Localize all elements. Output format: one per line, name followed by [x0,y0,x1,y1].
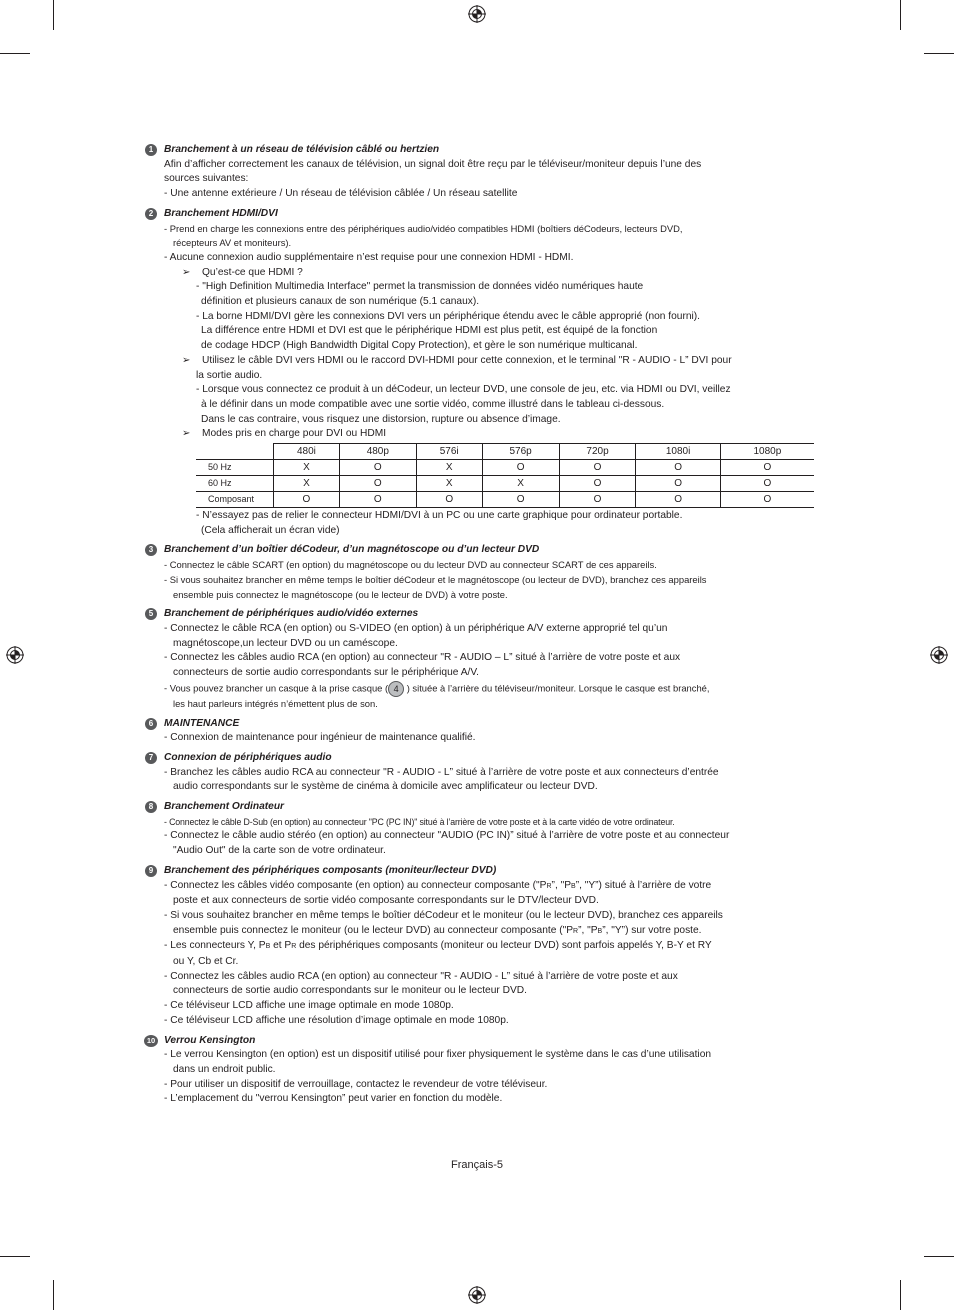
table-row [196,476,814,492]
text-line: La différence entre HDMI et DVI est que le périphérique HDMI est plus petit, est équipé de la fonction [201,325,658,337]
registration-mark-icon [929,645,949,665]
section-hdmi-dvi [145,207,815,539]
text-line: - Aucune connexion audio supplémentaire n’est requise pour une connexion HDMI - HDMI. [164,251,574,263]
subscript: B [265,943,271,951]
text-line: définition et plusieurs canaux de son numérique (5.1 canaux). [201,296,480,308]
text-line: - Connectez les câbles vidéo composante (en option) au connecteur composante ("P [164,879,547,891]
table-cell: O [339,492,416,508]
table-header-cell: 480p [339,444,416,460]
text-line: (Cela afficherait un écran vide) [201,524,340,536]
section-computer [145,800,815,859]
text-line: - Connectez le câble SCART (en option) du magnétoscope ou du lecteur DVD au connecteur SCART de ces appareils. [164,559,657,571]
section-number: 5 [145,608,157,620]
text-line: - Connexion de maintenance pour ingénieur de maintenance qualifié. [164,732,476,744]
table-cell: O [720,460,814,476]
text-line: - Connectez les câbles audio RCA (en option) au connecteur "R - AUDIO – L” situé à l’arrière de votre poste et aux [164,652,681,664]
text-line: - "High Definition Multimedia Interface" permet la transmission de données vidéo numériques haute [196,281,644,293]
table-cell: O [274,492,340,508]
text-line: - N’essayez pas de relier le connecteur HDMI/DVI à un PC ou une carte graphique pour ordinateur portable. [196,510,683,522]
text-line: connecteurs de sortie audio correspondants sur le périphérique A/V. [173,667,480,679]
section-title: Branchement d’un boîtier déCodeur, d’un magnétoscope ou d’un lecteur DVD [164,544,540,556]
table-cell: O [416,492,482,508]
text-line: sources suivantes: [164,173,249,185]
table-row [196,492,814,508]
section-decoder [145,543,815,602]
table-cell: O [339,460,416,476]
section-number: 3 [145,544,157,556]
subscript: B [597,927,603,935]
text-line: audio correspondants sur le système de cinéma à domicile avec amplificateur ou lecteur DVD. [173,781,598,793]
section-number: 1 [145,144,157,156]
text-line: ”, "Y”) situé à l’arrière de votre [575,879,712,891]
table-cell: O [482,460,559,476]
registration-mark-icon [467,4,487,24]
table-cell: X [274,460,340,476]
arrow-icon: ➢ [182,428,191,440]
table-cell: X [482,476,559,492]
subscript: R [291,943,297,951]
text-line: dans un endroit public. [173,1063,276,1075]
text-line: - Branchez les câbles audio RCA au connecteur "R - AUDIO - L” situé à l’arrière de votre poste et aux connecteurs d’entrée [164,766,719,778]
table-cell: X [416,476,482,492]
text-line: - Si vous souhaitez brancher en même temps le boîtier déCodeur et le magnétoscope (ou lecteur de DVD), branchez ces appareils [164,573,707,585]
section-title: Branchement HDMI/DVI [164,207,278,219]
text-line: ou Y, Cb et Cr. [173,956,239,968]
arrow-icon: ➢ [182,354,191,366]
table-row-label: 60 Hz [196,476,274,492]
section-title: Branchement des périphériques composants (moniteur/lecteur DVD) [164,864,497,876]
section-number: 10 [144,1035,158,1047]
text-line: Qu’est-ce que HDMI ? [202,266,303,278]
text-line: magnétoscope,un lecteur DVD ou un caméscope. [173,637,398,649]
text-line: "Audio Out" de la carte son de votre ordinateur. [173,845,386,857]
section-number: 9 [145,865,157,877]
table-cell: X [274,476,340,492]
headphone-jack-number-icon: 4 [388,681,404,697]
table-cell: O [482,492,559,508]
text-line: - Pour utiliser un dispositif de verrouillage, contactez le revendeur de votre téléviseur. [164,1078,548,1090]
text-line: - Le verrou Kensington (en option) est un dispositif utilisé pour fixer physiquement le système dans le cas d’une utilisation [164,1049,712,1061]
table-header-cell: 720p [559,444,636,460]
section-antenna [145,143,815,202]
page-footer: Français-5 [451,1159,503,1171]
table-cell: O [636,476,720,492]
text-line: la sortie audio. [196,369,263,381]
text-line: - Connectez les câbles audio RCA (en option) au connecteur "R - AUDIO - L” situé à l’arrière de votre poste et aux [164,970,678,982]
text-line: - Prend en charge les connexions entre des périphériques audio/vidéo compatibles HDMI (boîtiers déCodeurs, lecteurs DVD, [164,222,683,234]
text-line: récepteurs AV et moniteurs). [173,237,292,249]
table-header-cell: 1080i [636,444,720,460]
text-line: - Connectez le câble D-Sub (en option) au connecteur "PC (PC IN)" situé à l’arrière de votre poste et à la carte vidéo de votre ordinateur. [164,816,675,827]
section-maintenance [145,717,815,746]
manual-content [145,143,815,1112]
section-number: 8 [145,801,157,813]
section-number: 6 [145,718,157,730]
section-number: 2 [145,208,157,220]
registration-mark-icon [5,645,25,665]
text-line: de codage HDCP (High Bandwidth Digital Copy Protection), et gère le son numérique multicanal. [201,340,638,352]
text-line: connecteurs de sortie audio correspondants sur le moniteur ou le lecteur DVD. [173,985,527,997]
arrow-icon: ➢ [182,266,191,278]
text-line: des périphériques composants (moniteur ou lecteur DVD) sont parfois appelés Y, B-Y et RY [296,940,712,952]
table-header-cell: 1080p [720,444,814,460]
text-line: ”, "Y”) sur votre poste. [602,924,702,936]
section-title: MAINTENANCE [164,717,240,729]
text-line: ensemble puis connectez le magnétoscope (ou le lecteur de DVD) à votre poste. [173,588,508,600]
text-line: - Connectez le câble audio stéréo (en option) au connecteur "AUDIO (PC IN)” situé à l’arrière de votre poste et au connecteur [164,830,730,842]
table-row-label: 50 Hz [196,460,274,476]
text-line: Utilisez le câble DVI vers HDMI ou le raccord DVI-HDMI pour cette connexion, et le terminal "R - AUDIO - L” DVI pour [202,354,732,366]
table-header-row [196,444,814,460]
text-line: Dans le cas contraire, vous risquez une distorsion, rupture ou absence d’image. [201,413,561,425]
section-title: Verrou Kensington [164,1034,256,1046]
subscript: R [573,927,579,935]
table-header-cell: 576i [416,444,482,460]
table-cell: O [339,476,416,492]
text-line: - Connectez le câble RCA (en option) ou S-VIDEO (en option) à un périphérique A/V externe approprié tel qu’un [164,622,668,634]
table-header-cell: 480i [274,444,340,460]
text-line: - Les connecteurs Y, P [164,940,266,952]
table-cell: O [559,492,636,508]
subscript: B [571,882,576,890]
text-line: - L’emplacement du "verrou Kensington” peut varier en fonction du modèle. [164,1093,503,1105]
section-component [145,864,815,1029]
text-line: poste et aux connecteurs de sortie vidéo composante correspondants sur le DTV/lecteur DVD. [173,895,599,907]
table-cell: O [720,492,814,508]
table-cell: O [636,492,720,508]
text-line: - Vous pouvez brancher un casque à la prise casque ( [164,682,389,694]
table-cell: X [416,460,482,476]
text-line: à le définir dans un mode compatible avec une sortie vidéo, comme illustré dans le tableau ci-dessous. [201,398,665,410]
table-header-cell: 576p [482,444,559,460]
section-title: Branchement de périphériques audio/vidéo externes [164,608,419,620]
text-line: - Ce téléviseur LCD affiche une résolution d’image optimale en mode 1080p. [164,1014,509,1026]
registration-mark-icon [467,1285,487,1305]
section-title: Connexion de périphériques audio [164,751,332,763]
table-row [196,460,814,476]
subscript: R [546,882,552,890]
section-external-av [145,607,815,711]
text-line: ensemble puis connectez le moniteur (ou le lecteur DVD) au connecteur composante ("P [173,924,574,936]
text-line: - La borne HDMI/DVI gère les connexions DVI vers un périphérique étendu avec le câble approprié (non fourni). [196,310,700,322]
section-title: Branchement à un réseau de télévision câblé ou hertzien [164,144,440,155]
text-line: Modes pris en charge pour DVI ou HDMI [202,428,387,440]
table-cell: O [559,476,636,492]
text-line: et P [270,940,292,952]
section-audio-devices [145,751,815,795]
section-number: 7 [145,752,157,764]
table-cell: O [559,460,636,476]
section-title: Branchement Ordinateur [164,801,285,813]
text-line: ”, "P [578,924,598,936]
text-line: ) située à l’arrière du téléviseur/moniteur. Lorsque le casque est branché, [406,682,710,694]
text-line: ”, "P [551,879,572,891]
text-line: - Ce téléviseur LCD affiche une image optimale en mode 1080p. [164,1000,454,1012]
text-line: Afin d’afficher correctement les canaux de télévision, un signal doit être reçu par le téléviseur/moniteur depuis l’une des [164,158,702,170]
text-line: - Lorsque vous connectez ce produit à un déCodeur, un lecteur DVD, une console de jeu, etc. via HDMI ou DVI, veillez [196,384,731,396]
modes-table [196,443,814,508]
section-kensington [145,1034,815,1108]
table-cell: O [720,476,814,492]
table-cell: O [636,460,720,476]
text-line: - Si vous souhaitez brancher en même temps le boîtier déCodeur et le moniteur (ou le lecteur DVD), branchez ces appareils [164,909,723,921]
table-row-label: Composant [196,492,274,508]
text-line: - Une antenne extérieure / Un réseau de télévision câblée / Un réseau satellite [164,188,518,200]
text-line: les haut parleurs intégrés n’émettent plus de son. [173,697,378,709]
